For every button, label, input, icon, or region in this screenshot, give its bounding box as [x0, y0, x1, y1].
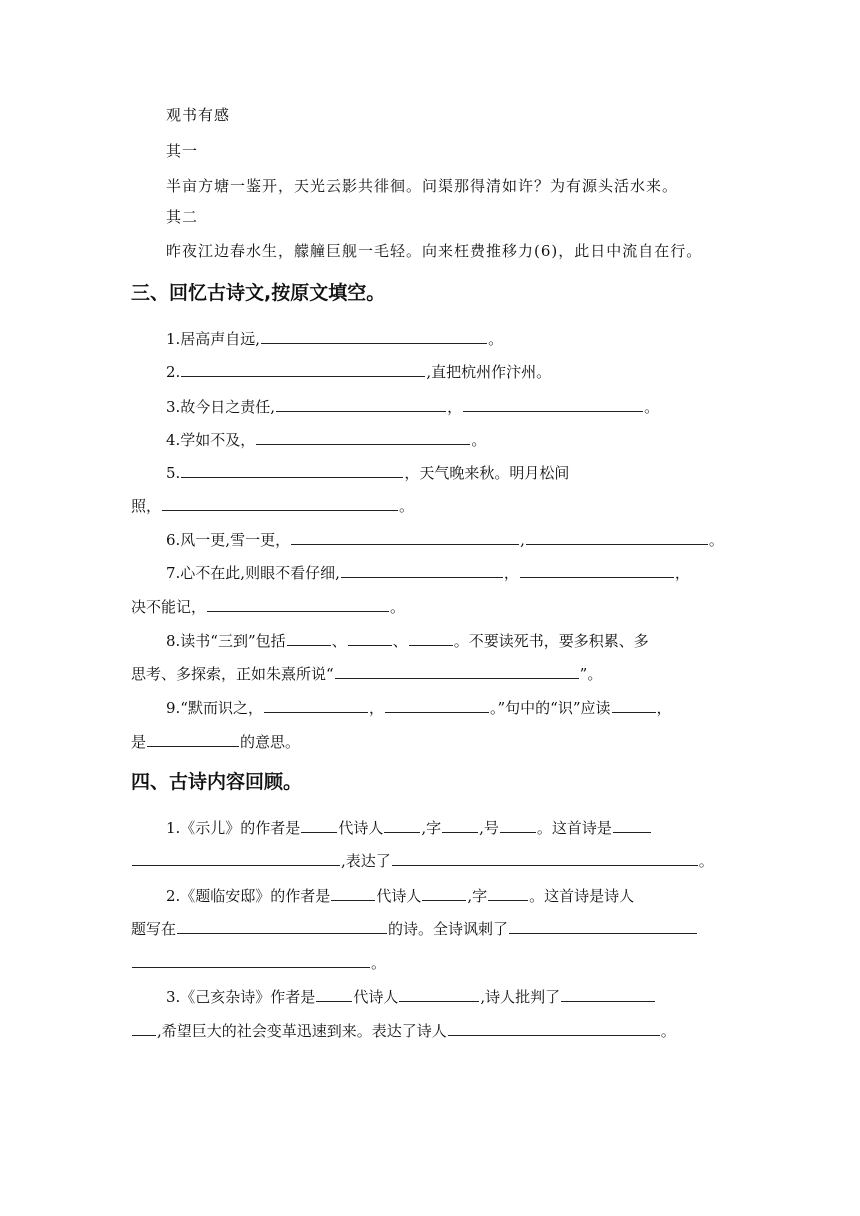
blank-field[interactable] [509, 917, 697, 934]
s3-q1-prefix: 1.居高声自远, [166, 330, 261, 348]
s3-q8-mid: 。不要读死书，要多积累、多 [453, 632, 649, 650]
s3-q8-cont-prefix: 思考、多探索，正如朱熹所说“ [131, 665, 334, 683]
s3-question-2 [166, 360, 551, 383]
s3-q7-cont-prefix: 决不能记， [131, 598, 207, 616]
s4-q2-zi: ,字 [467, 887, 488, 905]
s3-q9-comma: ， [656, 699, 672, 717]
blank-field[interactable] [181, 360, 425, 377]
s4-question-2-cont2 [131, 951, 386, 974]
poem-part1-line: 半亩方塘一鉴开，天光云影共徘徊。问渠那得清如许？为有源头活水来。 [166, 177, 679, 195]
s3-q2-prefix: 2. [166, 363, 181, 381]
poem-title-text: 观书有感 [166, 106, 231, 124]
blank-field[interactable] [316, 985, 352, 1002]
poem-part2-label-text: 其二 [166, 208, 199, 226]
s3-q8-sep1: 、 [331, 632, 347, 650]
blank-field[interactable] [301, 816, 337, 833]
s4-q2-suffix: 。 [371, 954, 387, 972]
poem-part2-label [166, 206, 198, 228]
s4-q3-cont: ,希望巨大的社会变革迅速到来。表达了诗人 [157, 1022, 447, 1040]
blank-field[interactable] [385, 696, 489, 713]
poem-part2-line: 昨夜江边春水生，艨艟巨舰一毛轻。向来枉费推移力(6)，此日中流自在行。 [166, 242, 703, 260]
s3-question-5-cont [131, 494, 414, 517]
blank-field[interactable] [261, 327, 487, 344]
blank-field[interactable] [409, 629, 453, 646]
blank-field[interactable] [132, 951, 370, 968]
blank-field[interactable] [384, 816, 420, 833]
s3-q6-suffix: 。 [708, 531, 724, 549]
s3-q5-mid: ，天气晚来秋。明月松间 [404, 464, 570, 482]
s3-q3-prefix: 3.故今日之责任, [166, 398, 276, 416]
s3-q6-sep: , [520, 531, 525, 549]
blank-field[interactable] [162, 494, 398, 511]
s3-question-1 [166, 327, 503, 350]
s3-q9-cont-prefix: 是 [131, 733, 147, 751]
s4-q2-era: 代诗人 [376, 887, 422, 905]
s3-q5-suffix: 。 [399, 497, 415, 515]
s4-question-1-cont [131, 849, 714, 872]
poem-part2-text [166, 240, 702, 262]
blank-field[interactable] [422, 884, 466, 901]
s4-q1-expr: ,表达了 [341, 852, 391, 870]
s3-q9-mid: 。”句中的“识”应读 [490, 699, 611, 717]
s4-q1-mid: 。这首诗是 [536, 819, 612, 837]
s3-q4-suffix: 。 [471, 431, 487, 449]
s3-question-4 [166, 428, 486, 451]
blank-field[interactable] [287, 629, 331, 646]
s3-q1-suffix: 。 [488, 330, 504, 348]
s3-question-7 [166, 561, 690, 584]
s4-question-2-cont [131, 917, 698, 940]
s3-q4-prefix: 4.学如不及， [166, 431, 256, 449]
s4-question-3-cont [131, 1019, 676, 1042]
s3-q8-suffix: ”。 [579, 665, 603, 683]
blank-field[interactable] [335, 662, 579, 679]
s3-question-7-cont [131, 595, 405, 618]
poem-part1-label [166, 140, 198, 162]
s3-q9-prefix: 9.“默而识之， [166, 699, 263, 717]
blank-field[interactable] [463, 395, 643, 412]
blank-field[interactable] [291, 528, 519, 545]
poem-title [166, 104, 230, 126]
s3-question-5 [166, 461, 569, 484]
s3-q8-prefix: 8.读书“三到”包括 [166, 632, 286, 650]
blank-field[interactable] [341, 561, 503, 578]
poem-part1-text [166, 175, 678, 197]
s3-q7-prefix: 7.心不在此,则眼不看仔细, [166, 564, 340, 582]
s4-q2-cont-prefix: 题写在 [131, 920, 177, 938]
section4-heading: 四、古诗内容回顾。 [131, 771, 303, 793]
s3-q2-suffix: ,直把杭州作汴州。 [426, 363, 552, 381]
blank-field[interactable] [177, 917, 387, 934]
blank-field[interactable] [442, 816, 478, 833]
blank-field[interactable] [448, 1019, 660, 1036]
s4-q2-prefix: 2.《题临安邸》的作者是 [166, 887, 331, 905]
section3-heading: 三、回忆古诗文,按原文填空。 [131, 282, 386, 304]
s3-question-9-cont [131, 730, 300, 753]
blank-field[interactable] [613, 816, 651, 833]
blank-field[interactable] [331, 884, 375, 901]
s3-question-9 [166, 696, 672, 719]
s3-q7-sep2: ， [674, 564, 690, 582]
s3-question-3 [166, 395, 659, 418]
blank-field[interactable] [132, 1019, 156, 1036]
blank-field[interactable] [147, 730, 239, 747]
blank-field[interactable] [520, 561, 674, 578]
s4-q3-prefix: 3.《己亥杂诗》作者是 [166, 988, 316, 1006]
s4-question-3 [166, 985, 656, 1008]
s3-q6-prefix: 6.风一更,雪一更， [166, 531, 291, 549]
s3-question-6 [166, 528, 724, 551]
blank-field[interactable] [526, 528, 708, 545]
s4-q1-prefix: 1.《示儿》的作者是 [166, 819, 301, 837]
s4-q2-satire: 的诗。全诗讽刺了 [388, 920, 509, 938]
s3-q5-prefix: 5. [166, 464, 181, 482]
s3-question-8 [166, 629, 649, 652]
blank-field[interactable] [500, 816, 536, 833]
blank-field[interactable] [207, 595, 389, 612]
blank-field[interactable] [392, 849, 698, 866]
s3-q7-suffix: 。 [390, 598, 406, 616]
s4-q2-mid: 。这首诗是诗人 [529, 887, 635, 905]
s3-q5-cont-prefix: 照， [131, 497, 162, 515]
s4-q1-suffix: 。 [698, 852, 714, 870]
blank-field[interactable] [256, 428, 470, 445]
s4-q3-suffix: 。 [660, 1022, 676, 1040]
blank-field[interactable] [276, 395, 446, 412]
s3-q3-sep: ， [447, 398, 463, 416]
s4-q3-era: 代诗人 [353, 988, 399, 1006]
s4-question-2 [166, 884, 634, 907]
s3-question-8-cont [131, 662, 602, 685]
s3-q3-suffix: 。 [644, 398, 660, 416]
s3-q9-sep: ， [368, 699, 384, 717]
s4-q1-hao: ,号 [479, 819, 499, 837]
blank-field[interactable] [181, 461, 403, 478]
blank-field[interactable] [612, 696, 656, 713]
blank-field[interactable] [399, 985, 479, 1002]
blank-field[interactable] [561, 985, 655, 1002]
s4-question-1 [166, 816, 652, 839]
s3-q7-sep1: ， [503, 564, 519, 582]
blank-field[interactable] [132, 849, 340, 866]
poem-part1-label-text: 其一 [166, 142, 199, 160]
blank-field[interactable] [348, 629, 392, 646]
blank-field[interactable] [264, 696, 368, 713]
s4-q1-era: 代诗人 [338, 819, 384, 837]
s4-q1-zi: ,字 [421, 819, 442, 837]
blank-field[interactable] [488, 884, 528, 901]
s3-q9-suffix: 的意思。 [240, 733, 301, 751]
s4-q3-mid: ,诗人批判了 [480, 988, 561, 1006]
s3-q8-sep2: 、 [392, 632, 408, 650]
